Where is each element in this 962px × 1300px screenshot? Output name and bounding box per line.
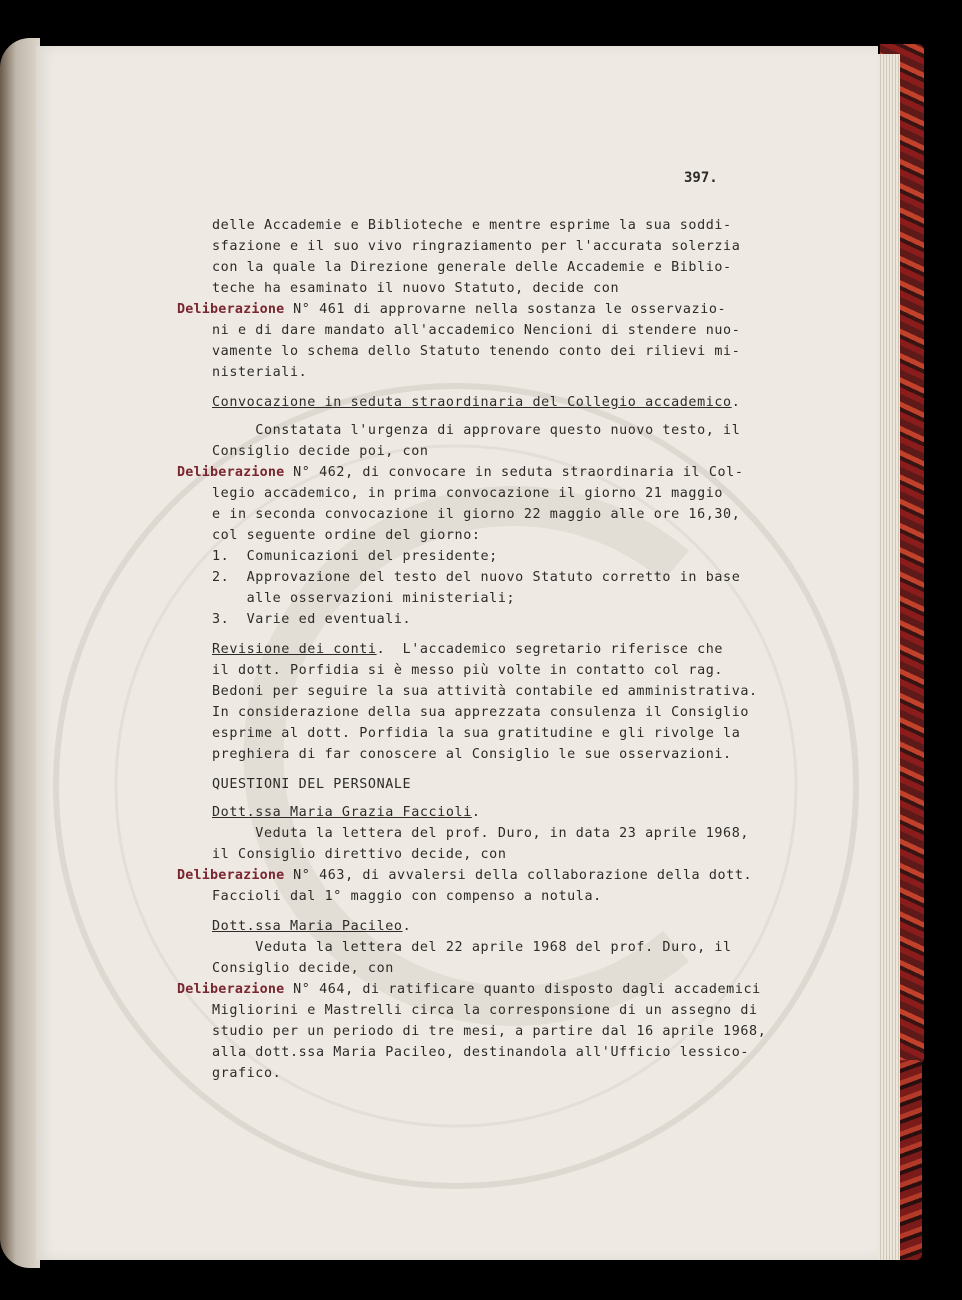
text-line: Consiglio decide poi, con [212, 444, 429, 459]
page-number: 397. [684, 170, 718, 186]
text-line: Bedoni per seguire la sua attività contabile ed amministrativa. [212, 684, 758, 699]
text-line: Faccioli dal 1° maggio con compenso a notula. [212, 889, 602, 904]
text-line: studio per un periodo di tre mesi, a partire dal 16 aprile 1968, [212, 1024, 767, 1039]
section-heading-text: Revisione dei conti [212, 642, 377, 657]
text-line: sfazione e il suo vivo ringraziamento per l'accurata solerzia [212, 239, 741, 254]
deliberation-number: N° 461 [293, 302, 346, 317]
deliberation-number: N° 462 [293, 465, 346, 480]
document-page [36, 46, 878, 1260]
text-line: delle Accademie e Biblioteche e mentre esprime la sua soddi- [212, 218, 732, 233]
agenda-item: alle osservazioni ministeriali; [212, 591, 516, 606]
text-line: teche ha esaminato il nuovo Statuto, decide con [212, 281, 620, 296]
deliberation-number: N° 464 [293, 982, 346, 997]
deliberation-462 [177, 465, 744, 480]
deliberation-461 [177, 302, 726, 317]
text-line: col seguente ordine del giorno: [212, 528, 481, 543]
text-line: ni e di dare mandato all'accademico Nencioni di stendere nuo- [212, 323, 741, 338]
deliberation-number: N° 463 [293, 868, 346, 883]
section-heading-text: Convocazione in seduta straordinaria del Collegio accademico [212, 395, 732, 410]
book-spine-left [0, 38, 40, 1268]
deliberation-text: di approvarne nella sostanza le osservazio- [345, 302, 727, 317]
deliberation-label: Deliberazione [177, 982, 285, 997]
section-heading: QUESTIONI DEL PERSONALE [212, 777, 412, 792]
text-line: Constatata l'urgenza di approvare questo nuovo testo, il [212, 423, 741, 438]
section-heading: Convocazione in seduta straordinaria del Collegio accademico. [212, 395, 741, 410]
person-heading: Dott.ssa Maria Pacileo. [212, 919, 412, 934]
agenda-item: 1. Comunicazioni del presidente; [212, 549, 498, 564]
text-line: e in seconda convocazione il giorno 22 maggio alle ore 16,30, [212, 507, 741, 522]
agenda-item: 3. Varie ed eventuali. [212, 612, 412, 627]
text-line: con la quale la Direzione generale delle Accademie e Biblio- [212, 260, 732, 275]
deliberation-464 [177, 982, 761, 997]
person-heading: Dott.ssa Maria Grazia Faccioli. [212, 805, 481, 820]
text-line: il Consiglio direttivo decide, con [212, 847, 507, 862]
text-line: legio accademico, in prima convocazione il giorno 21 maggio [212, 486, 724, 501]
deliberation-label: Deliberazione [177, 465, 285, 480]
text-line: Veduta la lettera del prof. Duro, in data 23 aprile 1968, [212, 826, 750, 841]
text-line: nisteriali. [212, 365, 308, 380]
text-line: esprime al dott. Porfidia la sua gratitudine e gli rivolge la [212, 726, 741, 741]
section-heading-text: Dott.ssa Maria Pacileo [212, 919, 403, 934]
deliberation-text: , di ratificare quanto disposto dagli accademici [345, 982, 761, 997]
text-line: Veduta la lettera del 22 aprile 1968 del prof. Duro, il [212, 940, 732, 955]
agenda-item: 2. Approvazione del testo del nuovo Statuto corretto in base [212, 570, 741, 585]
text-line: grafico. [212, 1066, 282, 1081]
text-line: il dott. Porfidia si è messo più volte in contatto col rag. [212, 663, 724, 678]
text-line: Consiglio decide, con [212, 961, 394, 976]
text-line: Migliorini e Mastrelli circa la corresponsione di un assegno di [212, 1003, 758, 1018]
text-line: In considerazione della sua apprezzata consulenza il Consiglio [212, 705, 750, 720]
deliberation-label: Deliberazione [177, 302, 285, 317]
deliberation-text: , di convocare in seduta straordinaria il Col- [345, 465, 744, 480]
revisione-paragraph [212, 642, 723, 657]
text-line: vamente lo schema dello Statuto tenendo conto dei rilievi mi- [212, 344, 741, 359]
section-heading-text: Dott.ssa Maria Grazia Faccioli [212, 805, 472, 820]
text-line: alla dott.ssa Maria Pacileo, destinandola all'Ufficio lessico- [212, 1045, 750, 1060]
deliberation-463 [177, 868, 752, 883]
deliberation-label: Deliberazione [177, 868, 285, 883]
deliberation-text: , di avvalersi della collaborazione della dott. [345, 868, 753, 883]
text-line: preghiera di far conoscere al Consiglio le sue osservazioni. [212, 747, 732, 762]
text-line: . L'accademico segretario riferisce che [376, 642, 724, 657]
